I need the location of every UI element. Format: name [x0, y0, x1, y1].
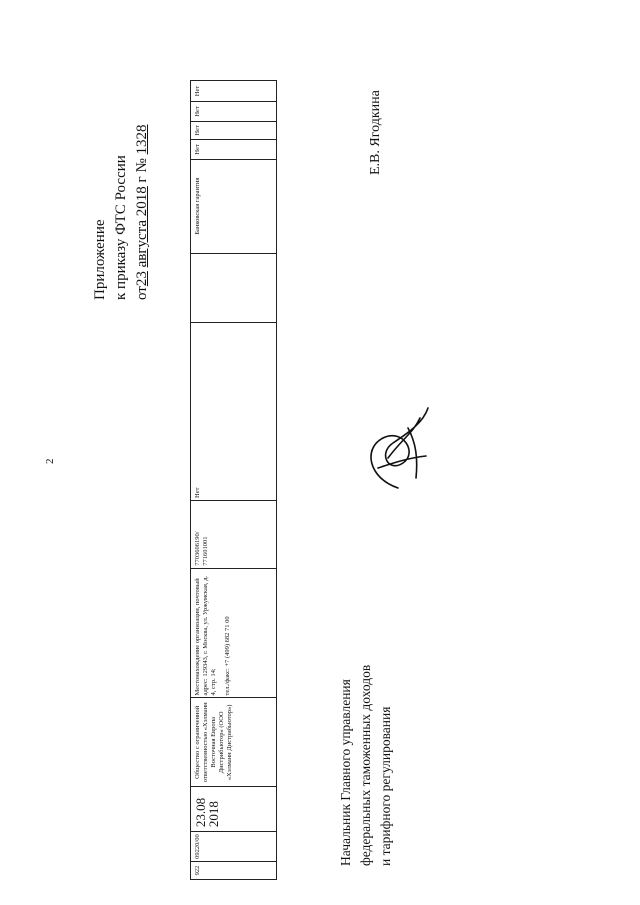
- signature-image: [358, 398, 438, 498]
- page-number: 2: [44, 458, 56, 464]
- position-line-3: и тарифного регулирования: [378, 706, 393, 866]
- phone-text: тел./факс: +7 (499) 682 71 00: [224, 616, 231, 696]
- signer-name: Е.В. Ягодкина: [368, 90, 383, 175]
- cell-date: [191, 786, 276, 831]
- position-line-2: федеральных таможенных доходов: [358, 664, 373, 866]
- cell-col-a: Нет: [191, 139, 276, 159]
- appendix-title: Приложение: [92, 219, 108, 300]
- order-day: 23: [134, 271, 150, 287]
- position-line-1: Начальник Главного управления: [338, 679, 353, 866]
- cell-code: 09220/00: [191, 831, 276, 861]
- signer-position: [336, 665, 396, 866]
- number-sign: №: [134, 158, 150, 173]
- date-line-1: 23.08: [193, 797, 208, 828]
- g-label: г: [134, 176, 150, 183]
- appendix-order-ref: к приказу ФТС России: [113, 155, 129, 300]
- cell-inn-kpp: 7703606190/ 771601001: [191, 500, 276, 568]
- order-number: 1328: [134, 124, 150, 155]
- date-line-2: 2018: [206, 801, 221, 828]
- appendix-header: [90, 124, 153, 300]
- cell-organization: Общество с ограниченной ответственностью «Хэлманн Восточная Европа Дистрибьютор» (ООО «Хэлманн Дистрибьютор»): [191, 697, 276, 786]
- appendix-date-line: [132, 124, 153, 300]
- date-prefix: от: [134, 286, 150, 300]
- cell-address: [191, 568, 276, 698]
- cell-guarantee: Банковская гарантия: [191, 159, 276, 253]
- order-month-year: августа 2018: [134, 186, 150, 268]
- cell-row-number: 922: [191, 861, 276, 879]
- cell-empty: [191, 253, 276, 323]
- registry-table: [190, 80, 277, 880]
- cell-col-c: Нет: [191, 101, 276, 121]
- cell-col-d: Нет: [194, 85, 201, 97]
- address-text: Местонахождение организации, почтовый адрес: 129343, г. Москва, ул. Уржумская, д. 4, стр. 14;: [194, 576, 217, 696]
- cell-note: Нет: [191, 322, 276, 500]
- cell-col-b: Нет: [191, 121, 276, 139]
